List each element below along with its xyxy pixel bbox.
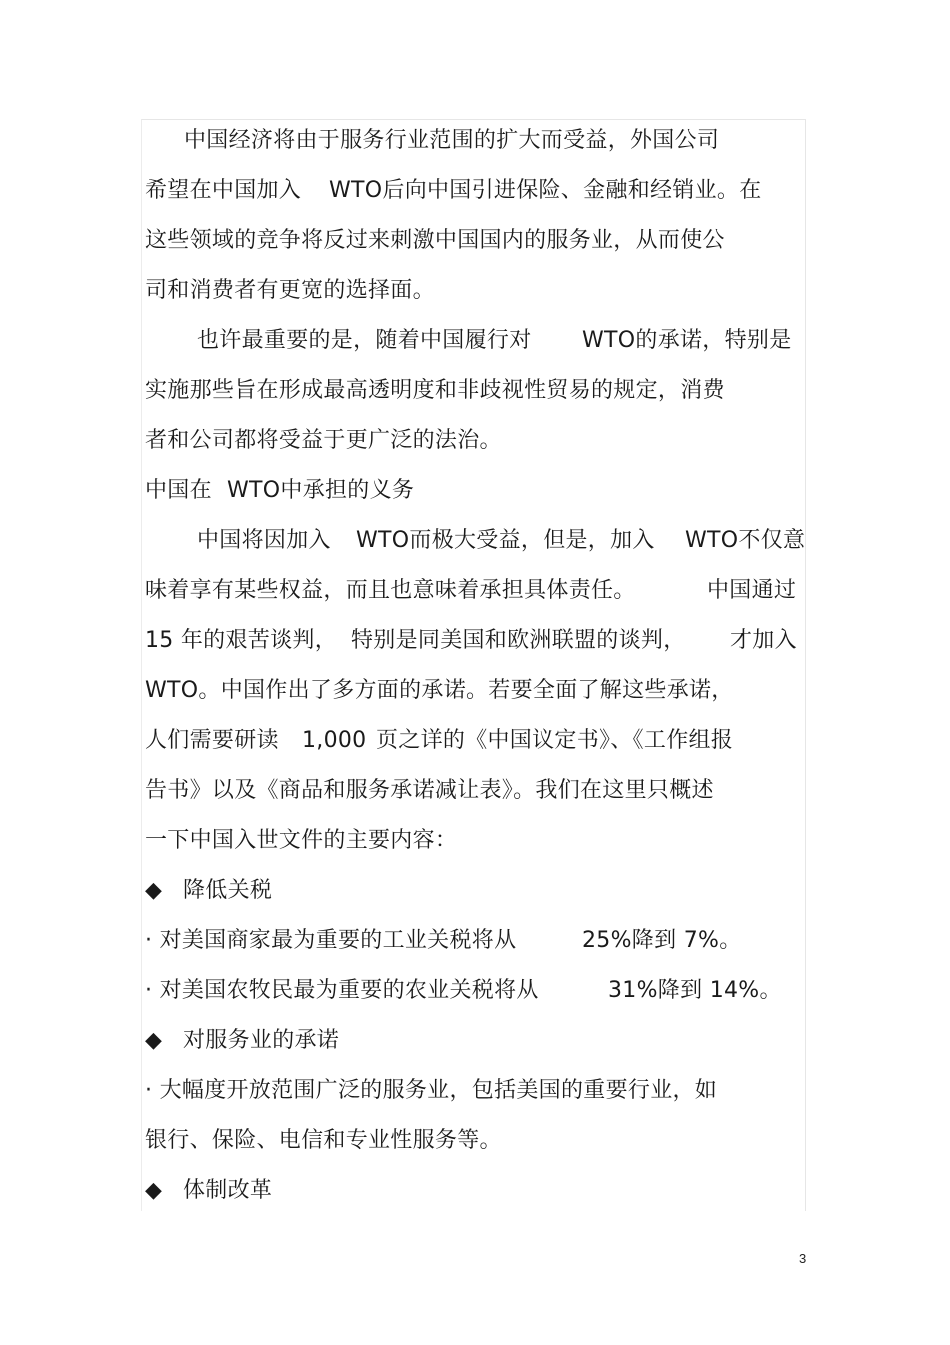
para1-line3: 这些领域的竞争将反过来刺激中国国内的服务业，从而使公	[145, 228, 725, 253]
para1-line4: 司和消费者有更宽的选择面。	[145, 278, 435, 303]
section3-title: 体制改革	[183, 1178, 273, 1203]
para3-line1-c: WTO不仅意	[685, 528, 806, 553]
section2-item1-line2: 银行、保险、电信和专业性服务等。	[145, 1128, 502, 1153]
para3-line5-a: 人们需要研读	[145, 728, 279, 753]
section1-title: 降低关税	[183, 878, 273, 903]
para3-line2-a: 味着享有某些权益，而且也意味着承担具体责任。	[145, 578, 636, 603]
para2-line2: 实施那些旨在形成最高透明度和非歧视性贸易的规定，消费	[145, 378, 725, 403]
para3-line1-a: 中国将因加入	[197, 528, 331, 553]
section1-item2-b: 31%降到 14%。	[608, 978, 782, 1003]
para1-line1: 中国经济将由于服务行业范围的扩大而受益，外国公司	[184, 128, 720, 153]
diamond-bullet-icon: ◆	[145, 1178, 163, 1203]
section2-title: 对服务业的承诺	[183, 1028, 340, 1053]
diamond-bullet-icon: ◆	[145, 878, 163, 903]
para1-line2-a: 希望在中国加入	[145, 178, 302, 203]
para3-line1-b: WTO而极大受益，但是，加入	[356, 528, 655, 553]
para3-line5-b: 1,000	[302, 728, 367, 753]
para2-line3: 者和公司都将受益于更广泛的法治。	[145, 428, 502, 453]
para3-line4: WTO。中国作出了多方面的承诺。若要全面了解这些承诺，	[145, 678, 734, 703]
para2-line1-a: 也许最重要的是，随着中国履行对	[197, 328, 532, 353]
para1-line2-b: WTO后向中国引进保险、金融和经销业。在	[329, 178, 762, 203]
para3-line3-c: 才加入	[730, 628, 797, 653]
section2-item1-line1: · 大幅度开放范围广泛的服务业，包括美国的重要行业，如	[145, 1078, 718, 1103]
section1-item2-a: · 对美国农牧民最为重要的农业关税将从	[145, 978, 539, 1003]
para3-line3-a: 15 年的艰苦谈判，	[145, 628, 337, 653]
page-number: 3	[799, 1251, 807, 1266]
para3-line7: 一下中国入世文件的主要内容：	[145, 828, 458, 853]
para3-line5-c: 页之详的《中国议定书》、《工作组报	[376, 728, 734, 753]
para2-line1-b: WTO的承诺，特别是	[582, 328, 792, 353]
para3-line6: 告书》以及《商品和服务承诺减让表》。我们在这里只概述	[145, 778, 714, 803]
diamond-bullet-icon: ◆	[145, 1028, 163, 1053]
section1-item1-a: · 对美国商家最为重要的工业关税将从	[145, 928, 517, 953]
section1-item1-b: 25%降到 7%。	[582, 928, 742, 953]
para3-line2-b: 中国通过	[707, 578, 797, 603]
section-heading-b: WTO中承担的义务	[227, 478, 415, 503]
para3-line3-b: 特别是同美国和欧洲联盟的谈判，	[351, 628, 686, 653]
section-heading-a: 中国在	[145, 478, 212, 503]
